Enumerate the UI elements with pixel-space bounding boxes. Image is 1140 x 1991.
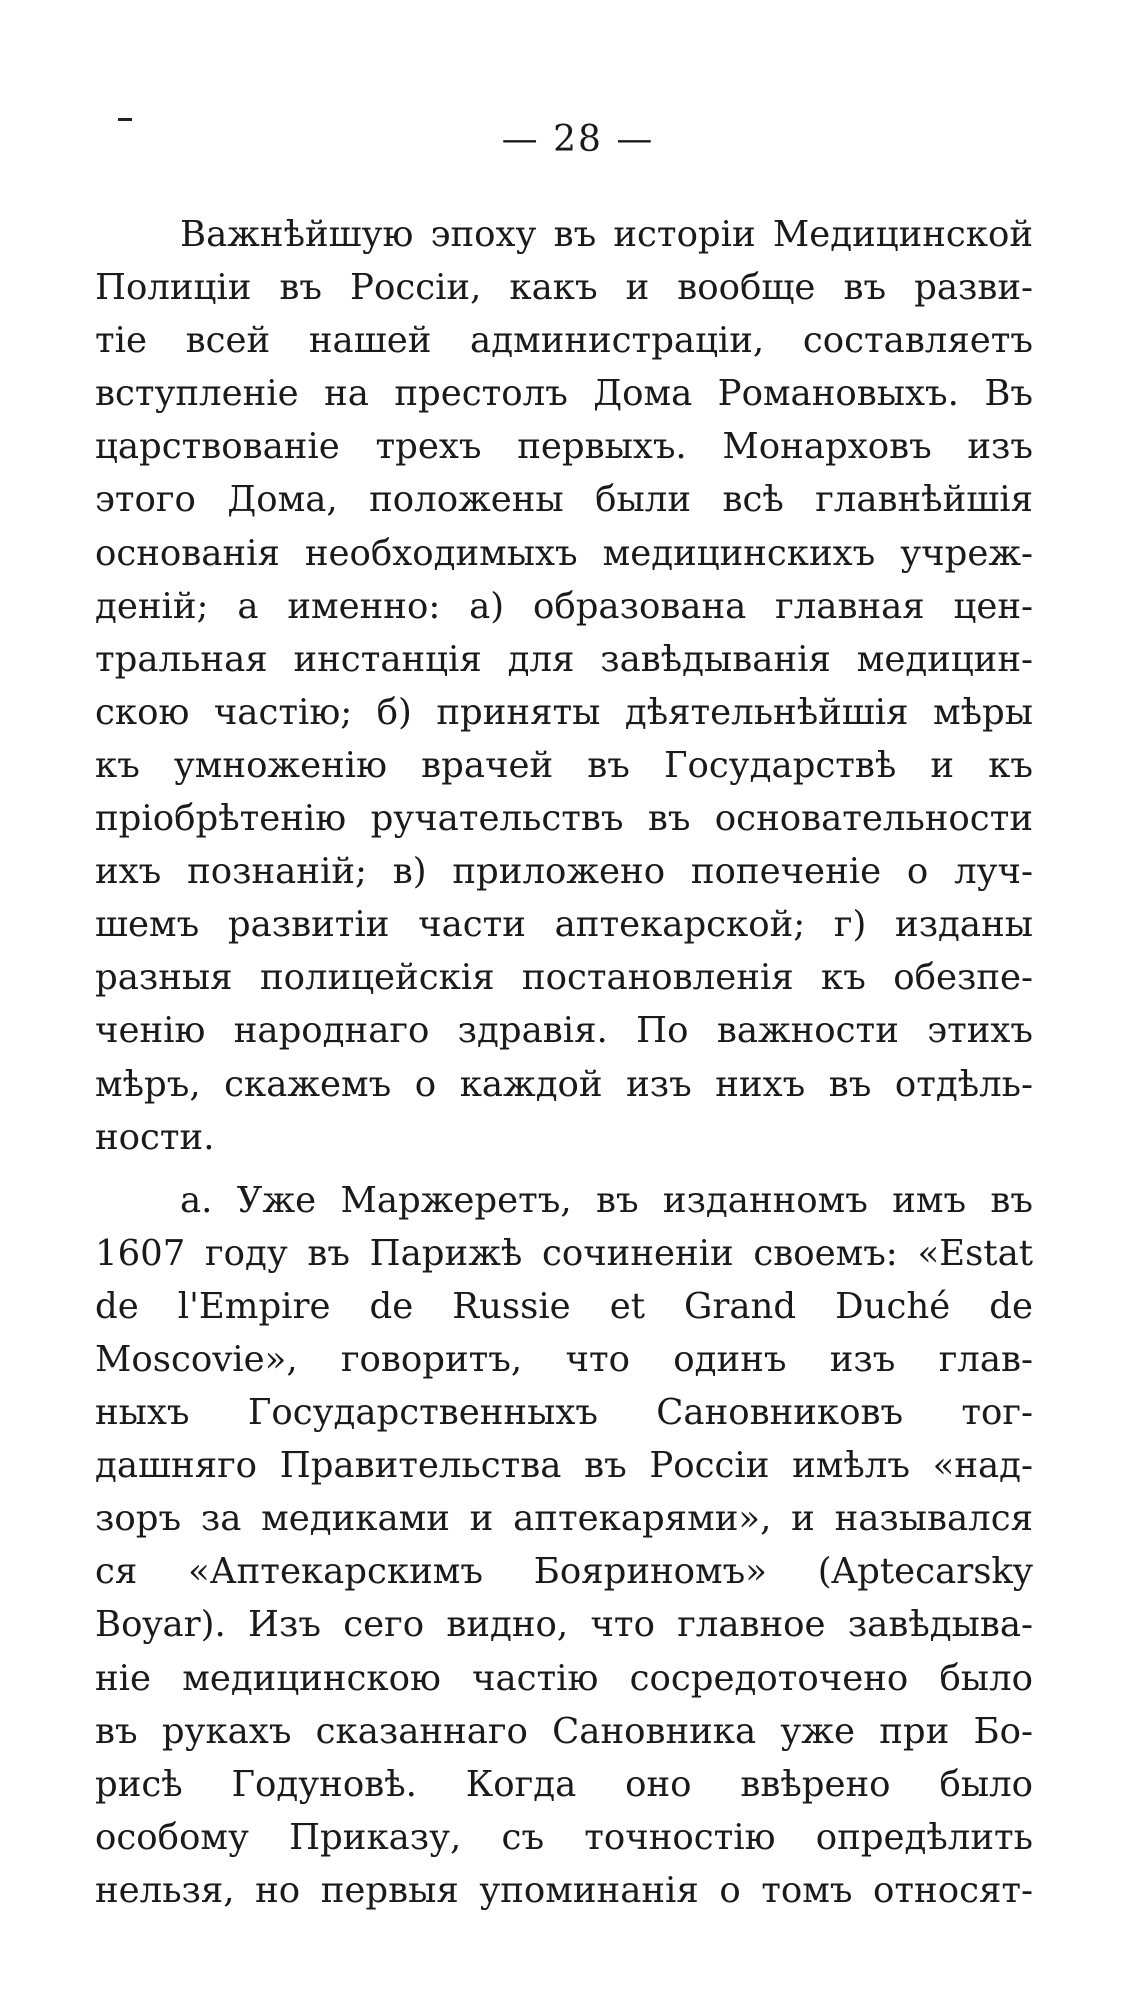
text-line: ихъ познаній; в) приложено попеченіе о луч- xyxy=(95,851,1033,893)
text-line: 1607 году въ Парижѣ сочиненіи своемъ: «Estat xyxy=(95,1232,1033,1274)
text-line: Важнѣйшую эпоху въ исторіи Медицинской xyxy=(180,214,1033,255)
text-line: зоръ за медиками и аптекарями», и назывался xyxy=(95,1498,1033,1540)
text-line: этого Дома, положены были всѣ главнѣйшія xyxy=(95,479,1033,521)
text-line: дашняго Правительства въ Россіи имѣлъ «над- xyxy=(95,1445,1033,1487)
paragraph-2 xyxy=(95,1174,1033,1917)
text-line: ности. xyxy=(95,1116,215,1158)
paragraph-gap xyxy=(95,1164,1033,1174)
page-number: — 28 — xyxy=(501,119,655,160)
text-line: вступленіе на престолъ Дома Романовыхъ. Въ xyxy=(95,373,1033,415)
text-line: тральная инстанція для завѣдыванія медицин- xyxy=(95,638,1033,680)
text-line: шемъ развитіи части аптекарской; г) изданы xyxy=(95,904,1033,946)
text-line: ніе медицинскою частію сосредоточено было xyxy=(95,1657,1033,1699)
text-line: въ рукахъ сказаннаго Сановника уже при Бо- xyxy=(95,1710,1033,1752)
text-line: нельзя, но первыя упоминанія о томъ относят- xyxy=(95,1869,1033,1911)
text-line: пріобрѣтенію ручательствъ въ основательности xyxy=(95,798,1033,840)
text-line: разныя полицейскія постановленія къ обезпе- xyxy=(95,957,1033,999)
text-line: Moscovie», говоритъ, что одинъ изъ глав- xyxy=(95,1338,1033,1380)
text-line: тіе всей нашей администраціи, составляетъ xyxy=(95,320,1033,362)
text-line: ныхъ Государственныхъ Сановниковъ тог- xyxy=(95,1392,1033,1434)
text-line: ся «Аптекарскимъ Бояриномъ» (Aptecarsky xyxy=(95,1551,1033,1593)
text-line: къ умноженію врачей въ Государствѣ и къ xyxy=(95,744,1033,786)
text-line: de l'Empire de Russie et Grand Duché de xyxy=(95,1285,1033,1327)
text-line: ченію народнаго здравія. По важности этихъ xyxy=(95,1010,1033,1052)
body-text xyxy=(95,208,1033,1917)
text-line: деній; а именно: а) образована главная цен- xyxy=(95,585,1033,627)
text-line: скою частію; б) приняты дѣятельнѣйшія мѣры xyxy=(95,691,1033,733)
text-line: а. Уже Маржеретъ, въ изданномъ имъ въ xyxy=(180,1179,1033,1221)
text-line: основанія необходимыхъ медицинскихъ учреж- xyxy=(95,532,1033,574)
text-line: царствованіе трехъ первыхъ. Монарховъ изъ xyxy=(95,426,1033,468)
text-line: Полиціи въ Россіи, какъ и вообще въ разви- xyxy=(95,267,1033,309)
paragraph-1 xyxy=(95,208,1033,1164)
text-line: Boyar). Изъ сего видно, что главное завѣдыва- xyxy=(95,1604,1033,1646)
text-line: рисѣ Годуновѣ. Когда оно ввѣрено было xyxy=(95,1763,1033,1805)
text-line: мѣръ, скажемъ о каждой изъ нихъ въ отдѣль- xyxy=(95,1063,1033,1105)
text-line: особому Приказу, съ точностію опредѣлить xyxy=(95,1816,1033,1858)
